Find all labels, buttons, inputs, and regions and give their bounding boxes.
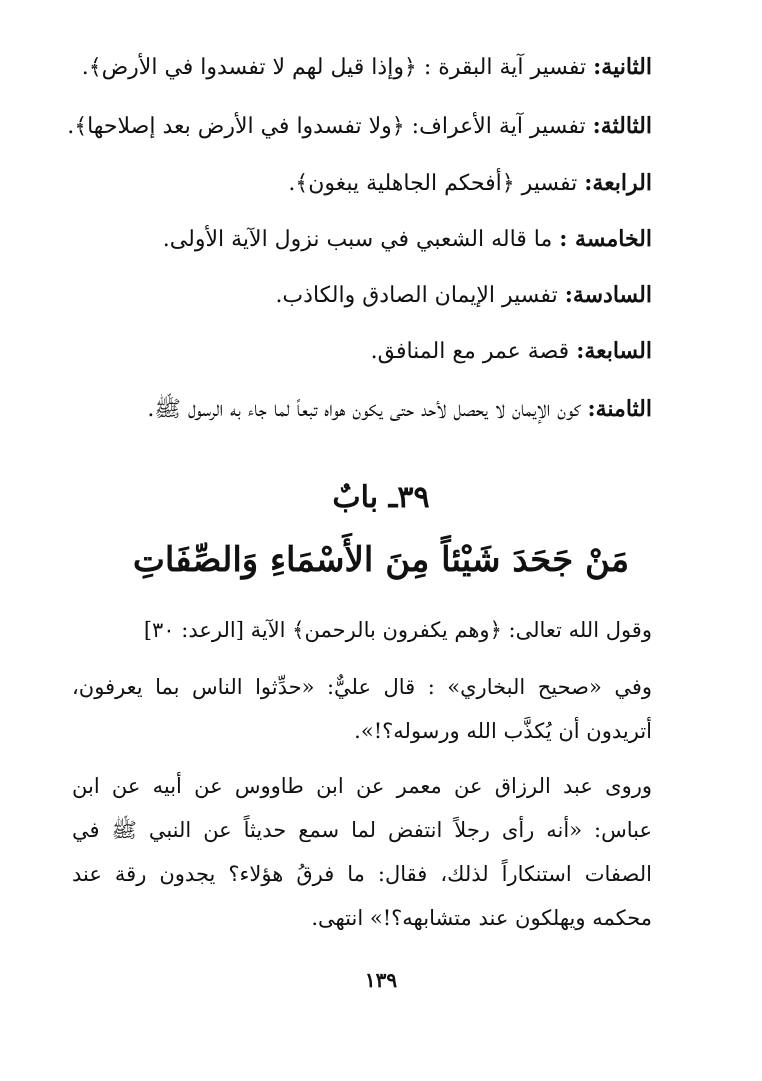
list-item-fourth: [288, 168, 652, 199]
bukhari-paragraph: وفي «صحيح البخاري» : قال عليٌّ: «حدِّثوا الناس بما يعرفون، أتريدون أن يُكذَّب الله ورسوله؟!».: [72, 675, 652, 743]
item-text: تفسير الإيمان الصادق والكاذب.: [275, 283, 558, 308]
item-text: ما قاله الشعبي في سبب نزول الآية الأولى.: [162, 227, 553, 252]
item-label: الثالثة:: [592, 113, 652, 139]
abdurrazzaq-paragraph: وروى عبد الرزاق عن معمر عن ابن طاووس عن أبيه عن ابن عباس: «أنه رأى رجلاً انتفض لما سمع حديثاً عن النبي ﷺ في الصفات استنكاراً لذلك، فقال: ما فرقُ هؤلاء؟ يجدون رقة عند محكمه ويهلكون عند متشابهه؟!» انتهى.: [72, 774, 652, 930]
item-label: السابعة:: [576, 338, 652, 364]
item-label: الخامسة :: [559, 226, 652, 252]
item-text: تفسير آية البقرة : ﴿وإذا قيل لهم لا تفسدوا في الأرض﴾.: [81, 55, 587, 80]
item-label: السادسة:: [564, 282, 652, 308]
list-item-sixth: [275, 280, 652, 311]
item-text: تفسير ﴿أفحكم الجاهلية يبغون﴾.: [288, 171, 578, 196]
chapter-number: ٣٩ـ بابٌ: [332, 480, 430, 515]
item-text: تفسير آية الأعراف: ﴿ولا تفسدوا في الأرض بعد إصلاحها﴾.: [67, 114, 586, 139]
list-item-fifth: [163, 224, 652, 255]
item-label: الرابعة:: [584, 170, 652, 196]
list-item-seventh: [371, 336, 652, 367]
list-item-eighth: [87, 388, 652, 431]
item-text: كون الإيمان لا يحصل لأحد حتى يكون هواه تبعاً لما جاء به الرسول ﷺ.: [147, 397, 581, 422]
page-number: ١٣٩: [364, 968, 398, 992]
chapter-title: مَنْ جَحَدَ شَيْئاً مِنَ الأَسْمَاءِ وَالصِّفَاتِ: [132, 540, 630, 580]
item-label: الثامنة:: [587, 396, 652, 422]
item-text: قصة عمر مع المنافق.: [370, 339, 570, 364]
verse-paragraph: وقول الله تعالى: ﴿وهم يكفرون بالرحمن﴾ الآية [الرعد: ٣٠]: [143, 618, 652, 642]
list-item-second: [82, 52, 652, 83]
item-label: الثانية:: [593, 54, 652, 80]
list-item-third: [67, 111, 652, 142]
